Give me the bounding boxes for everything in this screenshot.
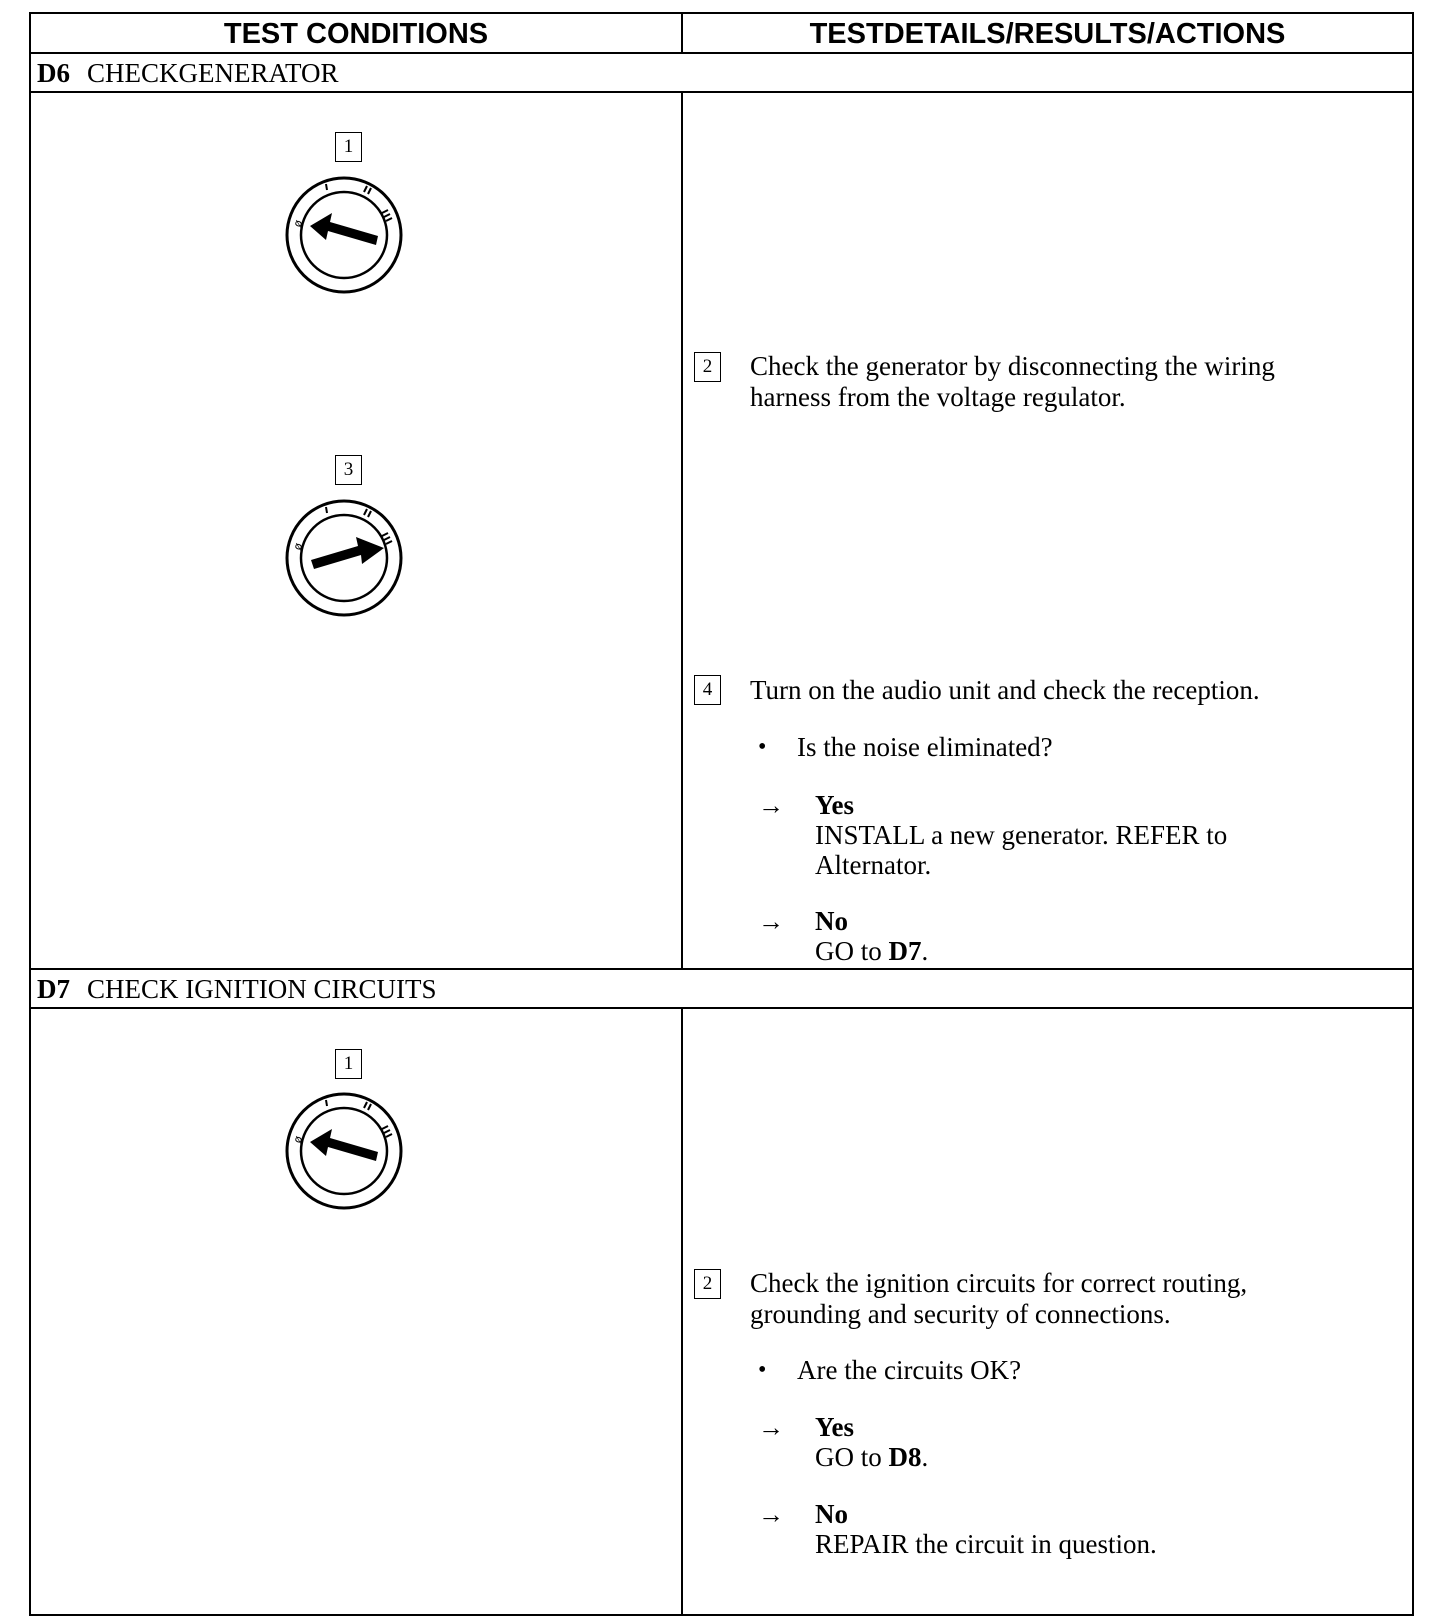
d6-yes-text: INSTALL a new generator. REFER to Alternator. xyxy=(815,820,1228,880)
d7-yes-block xyxy=(815,1412,1335,1472)
d7-step-1-number: 1 xyxy=(335,1049,362,1079)
d6-step-1-number: 1 xyxy=(335,132,362,162)
d7-yes-ref: D8 xyxy=(888,1442,922,1472)
d6-bullet: • xyxy=(758,734,767,760)
d6-question: Is the noise eliminated? xyxy=(797,732,1053,762)
d7-no-block xyxy=(815,1499,1335,1559)
ignition-switch-position-0-icon xyxy=(284,1091,404,1211)
d6-no-text: GO to D7. xyxy=(815,936,929,966)
ignition-switch-position-III-icon xyxy=(284,498,404,618)
d6-step-2-text: Check the generator by disconnecting the wiring harness from the voltage regulator. xyxy=(750,351,1275,412)
d6-no-ref: D7 xyxy=(888,936,922,966)
d6-step-4-number: 4 xyxy=(694,675,721,705)
d6-step-4-text: Turn on the audio unit and check the reception. xyxy=(750,675,1260,705)
d7-section-title xyxy=(37,970,436,1008)
d6-no-label: No xyxy=(815,906,848,936)
d7-code: D7 xyxy=(37,974,70,1004)
d6-no-arrow-icon: → xyxy=(758,907,784,936)
header-test-details: TESTDETAILS/RESULTS/ACTIONS xyxy=(809,18,1286,50)
d7-no-text: REPAIR the circuit in question. xyxy=(815,1529,1157,1559)
d7-bullet: • xyxy=(758,1357,767,1383)
d7-title: CHECK IGNITION CIRCUITS xyxy=(87,974,437,1004)
ignition-switch-position-0-icon xyxy=(284,175,404,295)
d6-step-2-number: 2 xyxy=(694,352,721,382)
d6-column-divider xyxy=(681,91,683,969)
d7-question: Are the circuits OK? xyxy=(797,1355,1022,1385)
d6-no-block xyxy=(815,906,1335,966)
d7-step-2-text: Check the ignition circuits for correct routing, grounding and security of connections. xyxy=(750,1268,1248,1329)
d6-title: CHECKGENERATOR xyxy=(87,58,339,88)
d6-code: D6 xyxy=(37,58,70,88)
d7-step-2-number: 2 xyxy=(694,1269,721,1299)
d6-step-3-number: 3 xyxy=(335,455,362,485)
d6-yes-label: Yes xyxy=(815,790,854,820)
d7-yes-text: GO to D8. xyxy=(815,1442,929,1472)
d7-no-arrow-icon: → xyxy=(758,1500,784,1529)
d6-yes-arrow-icon: → xyxy=(758,791,784,820)
d7-no-label: No xyxy=(815,1499,848,1529)
d7-yes-label: Yes xyxy=(815,1412,854,1442)
d6-yes-block xyxy=(815,790,1335,880)
header-test-conditions: TEST CONDITIONS xyxy=(223,18,489,50)
d7-yes-arrow-icon: → xyxy=(758,1413,784,1442)
d7-column-divider xyxy=(681,1007,683,1616)
d6-section-title xyxy=(37,54,339,92)
